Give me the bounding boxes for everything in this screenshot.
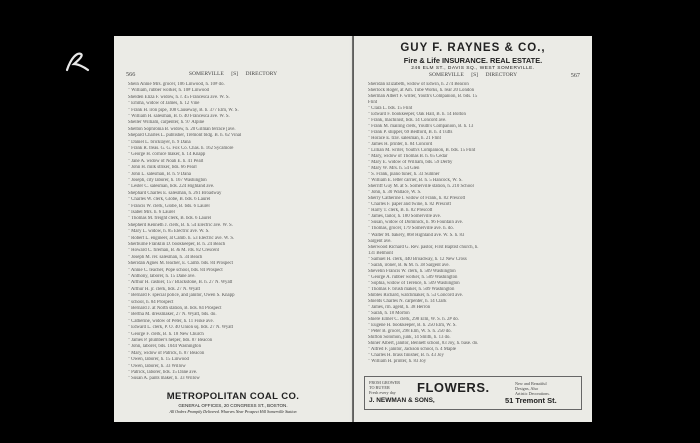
running-title-city: SOMERVILLE (428, 72, 464, 78)
directory-entry: Shelton Sophronia B. widow, h. 20 Gilman terrace [ave. (128, 126, 236, 132)
directory-entry: Shelden Eliza F. widow, h. r. 45 Francesca ave. W. S. (128, 94, 230, 100)
directory-entry: " Robert L. engineer, at Camb. h. 53 Electric ave. W. S. (128, 235, 235, 241)
running-header (366, 72, 580, 78)
directory-entry: " Eugene H. bookkeeper, B. h. 250 Elm, W. S. (368, 322, 457, 328)
directory-entry: " Frank R. treas. G. G. Fox Co. Chas. h. 162 Sycamore (128, 146, 234, 151)
page-number: 567 (570, 72, 580, 79)
directory-entry: " Joseph M. rer. salesman, h. 34 Beach (128, 254, 203, 260)
directory-entry: Shepard Charles L. publisher, Tremont bldg. B. h. 62 Vinal (128, 133, 242, 139)
directory-entry: " Mary, widow of Thomas B. h. 65 Cedar (368, 154, 448, 160)
directory-entry: " Joseph, city laborer, h. 167 Washington (128, 178, 207, 183)
flowers-ad (364, 376, 582, 410)
directory-entry: " Anthony, laborer, h. 15 Dane ave. (128, 274, 196, 279)
directory-entry: Shein Annie Mrs. grocer, 106 Linwood, h. 10# do. (128, 82, 225, 87)
directory-entry: Sherwood Richard G. Rev. pastor, First Baptist church, h. (368, 244, 479, 250)
insurance-ad-services: Fire & Life INSURANCE. REAL ESTATE. (403, 56, 543, 65)
directory-entry: " Isabel Mrs. h. 6 Laurel (128, 210, 175, 215)
directory-entry: " Bertha M. dressmaker, 27 N. Wyatt, bds. do. (128, 312, 217, 318)
directory-entry: " Annie C. teacher, Pope school, bds. 84 Prospect (128, 267, 223, 273)
directory-entry: " Owen, laborer, h. 33 Willow (128, 363, 186, 369)
directory-entry: Sargent ave. (368, 238, 392, 244)
right-directory-page (354, 36, 592, 422)
directory-entry: " Walter M. bakery, 868 Highland ave. W. S. h. 83 (368, 232, 465, 238)
insurance-ad-address: 246 ELM ST., DAVIS SQ., WEST SOMERVILLE. (411, 66, 535, 71)
directory-entry: " Mary, widow of Patrick, h. 87 Beacon (128, 350, 205, 356)
directory-entry: " Sarah, ironer, B. & M. h. 38 Sargent ave. (368, 262, 450, 268)
directory-entry: " Charles W. clerk, Globe, B. bds. 6 Laurel (128, 197, 211, 203)
handwritten-mark (62, 48, 92, 76)
directory-entry: " Frank P. shipper, 69 Bedford, B. h. 4 Tufts (368, 130, 453, 136)
directory-entry: " school, h. 84 Prospect (128, 299, 174, 305)
flowers-ad-tagline (369, 380, 413, 395)
directory-entry: " Frank M. mailing clerk, Youth's Companion, B. h. 13 (368, 124, 474, 130)
directory-entry: " S. Frank, piano tuner, h. 33 Sumner (368, 172, 440, 178)
flowers-ad-title: FLOWERS. (417, 380, 490, 395)
directory-entry: Shiner Albert, janitor, Bennett school, 83 Joy, h. base. do. (368, 340, 479, 346)
running-title-letter: [S] (231, 71, 239, 77)
directory-entry: " William E. letter carrier, B. h. 5 Hancock, W. S. (368, 178, 463, 184)
ad-line: TO BUYER (369, 385, 390, 390)
directory-entry: " Arthur H. jr. clerk, bds. 27 N. Wyatt (128, 286, 201, 292)
directory-entry: " Mary W. Mrs. h. 54 Glen (368, 166, 420, 172)
directory-entry: " Clara L. bds. 15 Flint (368, 106, 413, 112)
directory-entry: Sheridan Elizabeth, widow of Edwin, h. 274 Beacon (368, 82, 469, 87)
directory-entry: " Alfred F. janitor, Jackson school, h. 4 Maple (368, 346, 456, 352)
directory-entry: " George A. rubber worker, h. 509 Washington (368, 274, 458, 280)
directory-entry: " Charles F. paper and twine, h. 82 Prescott (368, 202, 451, 208)
directory-entry: Shevelin Francis W. clerk, h. 509 Washington (368, 268, 456, 274)
directory-entry: " Lester C. salesman, bds. 224 Highland ave. (128, 184, 215, 190)
ad-fine-print: All Orders Promptly Delivered. Wharves Near Prospect Hill Somerville Station (169, 409, 297, 414)
directory-entry: Sherriff Guy M. at S. Somerville station, h. 210 School (368, 184, 474, 190)
ad-line: Artistic Decorations. (515, 391, 550, 396)
directory-entry: " Bernard F. special police, and janitor, Owen S. Knapp (128, 293, 235, 299)
directory-entry: " William, rubber worker, h. 10# Linwood (128, 88, 210, 94)
running-title-word: DIRECTORY (245, 71, 278, 77)
directory-entry: " James H. printer, h. 84 Concord (368, 142, 433, 148)
directory-entry: " Mary E. widow of William, bds. 59 Derby (368, 160, 453, 166)
directory-entry: Sheridan Agnes M. teacher, E. Camb. bds. 84 Prospect (128, 261, 233, 267)
directory-entry: " Harry T. clerk, B. h. 82 Prescott (368, 208, 433, 214)
directory-entry: " Jane A. widow of Noah E. h. 41 Pearl (128, 158, 204, 164)
directory-entry: " William H. salesman, B. b. 40 Francesca ave. W. S. (128, 114, 230, 119)
directory-entry: Shiere Elmer C. clerk, 298 Elm, W. S. h. 2# do. (368, 316, 459, 322)
directory-entry: " Peter B. grocer, 298 Elm, W. S. h. 250 do. (368, 328, 452, 334)
directory-entry: " James, rm. agent, h. 38 Herron (368, 304, 431, 310)
directory-entry: " Thomas, grocer, 179 Somerville ave. h. do. (368, 226, 454, 232)
directory-entry: " Bernard J. at North station, B. bds. 84 Prospect (128, 306, 222, 311)
directory-entry: Sherlock Roger, at Am. Tube Works, h. rear 20 London (368, 88, 475, 94)
flowers-ad-designs (515, 381, 583, 396)
directory-entry: " Sarah, h. 18 Morton (368, 310, 410, 316)
directory-entry: " Susan A. pants maker, h. 33 Willow (128, 376, 200, 382)
directory-entry: 131 Belmont (368, 250, 393, 256)
directory-entry: Flint (368, 100, 378, 106)
directory-entry: " Charles H. brass finisher, B. h. 43 Joy (368, 352, 444, 358)
insurance-ad-name: GUY F. RAYNES & CO., (400, 42, 546, 54)
ad-line: Designs, Also (515, 386, 539, 391)
directory-entry: " Emma, widow of James, h. 12 Vine (128, 101, 200, 107)
directory-entry: Sherman Albert F. writer, Youth's Companion, B. bds. 15 (368, 94, 478, 100)
directory-entry: " John, h. 30 Wallace, W. S. (368, 190, 422, 196)
directory-entry: Shibles Richard, watchmaker, h. 53 Concord ave. (368, 292, 463, 298)
directory-entry: " Susan, widow of Dominick, h. 96 Fountain ave. (368, 220, 463, 226)
directory-entry: Shifton Solomon, junk, 14 Smith, h. 13 do. (368, 334, 451, 340)
page-number: 566 (126, 71, 136, 78)
directory-entry: " Frank H. iron pipe, 108 Causeway, B. b. 377 Elm, W. S. (128, 107, 239, 113)
ad-line: FROM GROWER (369, 380, 401, 385)
directory-entry: " Edward F. bookkeeper, Oak Hall, B. h. 14 Bolton (368, 112, 466, 118)
directory-entry: Sherburne Franklin D. bookkeeper, B. h. 24 Beach (128, 242, 226, 247)
directory-entry: " Arthur H. cashier, 157 Blackstone, B. h. 27 N. Wyatt (128, 280, 233, 286)
directory-entry: " Patrick, laborer, bds. 15 Dane ave. (128, 370, 198, 375)
directory-entry: " Mary L. widow, h. 85 Electric ave. W. S. (128, 229, 210, 235)
running-title-city: SOMERVILLE (188, 71, 224, 77)
directory-entry: " John L. salesman, B. h. 9 Dana (128, 171, 191, 177)
directory-entry: " John, laborer, bds. 1044 Washington (128, 344, 201, 350)
flowers-ad-firm: J. NEWMAN & SONS, (369, 397, 435, 404)
ad-address: GENERAL OFFICES, 20 CONGRESS ST., BOSTON. (178, 403, 288, 408)
directory-entry: " James P. plumber's helper, bds. 87 Beacon (128, 338, 213, 343)
running-header (126, 71, 340, 77)
directory-entry: " Lillian M. writer, Youth's Companion, B. bds. 15 Flint (368, 148, 476, 154)
directory-entry: " George H. cornice maker, h. 14 Knapp (128, 152, 206, 158)
ad-line: New and Beautiful (515, 381, 547, 386)
directory-entry: " Francis W. clerk, Globe, B. bds. 6 Laurel (128, 203, 210, 209)
running-title-word: DIRECTORY (485, 72, 518, 78)
directory-entry: " George F. clerk, B. h. 18 New Church (128, 331, 204, 337)
left-directory-page (114, 36, 352, 422)
directory-entry: " Sophia, widow of Terence, h. 509 Washington (368, 280, 460, 286)
directory-entry: Shields Charles N. carpenter, h. 14 Clark (368, 298, 447, 304)
directory-entry: Sherry Catherine I. widow of Frank, h. 82 Prescott (368, 196, 466, 202)
coal-company-ad (128, 391, 338, 414)
directory-entry: " William H. printer, h. 83 Joy (368, 358, 427, 364)
directory-entry: Shephard Charles E. salesman, h. 261 Broadway (128, 190, 222, 196)
directory-entry: " Thomas F. brush maker, h. 509 Washington (368, 286, 455, 292)
directory-entry: " Owen, laborer, h. 15 Linwood (128, 357, 189, 363)
directory-entry: Sheller William, carpenter, h. 97 Alpine (128, 120, 205, 126)
running-title-letter: [S] (471, 72, 479, 78)
directory-entry: " Samuel H. clerk, 440 Broadway, h. 12 New Cross (368, 256, 467, 262)
ad-title: METROPOLITAN COAL CO. (166, 391, 300, 402)
directory-entry: Shepherd Kenneth J. clerk, B. h. 54 Electric ave. W. S. (128, 222, 233, 228)
ad-line: Fresh every day (369, 390, 396, 395)
directory-entry: " Thomas M. freight clerk, B. bds. 6 Laurel (128, 216, 212, 222)
flowers-ad-address: 51 Tremont St. (505, 396, 557, 405)
directory-entry: " James, tailor, h. 180 Somerville ave. (368, 214, 441, 220)
directory-entry: " Catherine, widow of Peter, h. 11 Fiske ave. (128, 318, 214, 324)
directory-entry: " Horace E. trav. salesman, h. 21 Flint (368, 136, 441, 142)
directory-entry: " Daniel L. bricklayer, h. 9 Dana (128, 139, 191, 145)
directory-entry: " Frank, machinist, bds. 14 Concord ave. (368, 118, 447, 124)
directory-entry: " Edward L. clerk, P. O. 40 Union sq. bds. 27 N. Wyatt (128, 325, 234, 331)
directory-entry: " John H. milk striker, bds. 66 Pearl (128, 165, 197, 171)
directory-entry: " Howard C. fireman, B. & M. rds. 82 Crescent (128, 248, 219, 254)
